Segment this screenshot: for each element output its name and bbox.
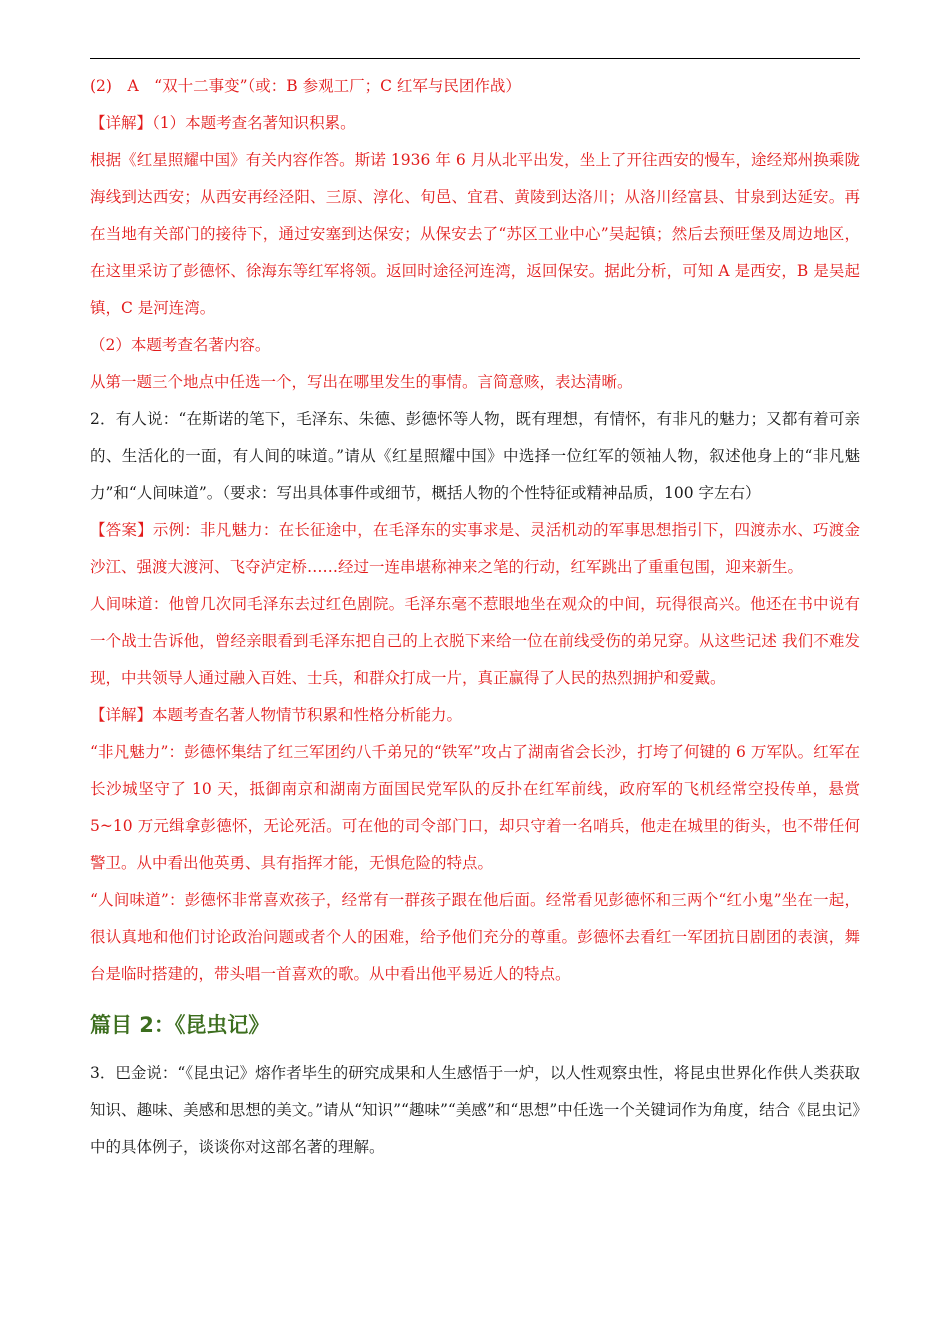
detail-2-tag: 【详解】	[90, 706, 153, 724]
detail-part2-text: 从第一题三个地点中任选一个，写出在哪里发生的事情。言简意赅，表达清晰。	[90, 373, 633, 391]
detail-2-paragraph	[90, 697, 860, 734]
answer-2-paragraph	[90, 512, 860, 586]
answer-tag: 【答案】	[90, 521, 153, 539]
answer-2-text: 示例：非凡魅力：在长征途中，在毛泽东的实事求是、灵活机动的军事思想指引下，四渡赤水、巧渡金沙江、强渡大渡河、飞夺泸定桥……经过一连串堪称神来之笔的行动，红军跳出了重重包围，迎来新生。	[90, 521, 860, 576]
answer-line: (2) A “双十二事变”（或：B 参观工厂；C 红军与民团作战）	[90, 77, 521, 95]
detail-2-intro: 本题考查名著人物情节积累和性格分析能力。	[152, 706, 463, 724]
answer-2-text-2: 人间味道：他曾几次同毛泽东去过红色剧院。毛泽东毫不惹眼地坐在观众的中间，玩得很高兴。他还在书中说有一个战士告诉他，曾经亲眼看到毛泽东把自己的上衣脱下来给一位在前线受伤的弟兄穿。从这些记述 我们不难发现，中共领导人通过融入百姓、士兵，和群众打成一片，真正赢得了人民的热烈拥护和爱戴。	[90, 595, 860, 687]
section-heading: 篇目 2：《昆虫记》	[90, 1013, 270, 1037]
detail-paragraph-1	[90, 105, 860, 142]
detail-2-human: “人间味道”：彭德怀非常喜欢孩子，经常有一群孩子跟在他后面。经常看见彭德怀和三两个“红小鬼”坐在一起，很认真地和他们讨论政治问题或者个人的困难，给予他们充分的尊重。彭德怀去看红一军团抗日剧团的表演，舞台是临时搭建的，带头唱一首喜欢的歌。从中看出他平易近人的特点。	[90, 891, 860, 983]
detail-part2-title: （2）本题考查名著内容。	[90, 336, 271, 354]
detail-part1-title: （1）本题考查名著知识积累。	[152, 114, 356, 132]
question-2: 2．有人说：“在斯诺的笔下，毛泽东、朱德、彭德怀等人物，既有理想，有情怀，有非凡的魅力；又都有着可亲的、生活化的一面，有人间的味道。”请从《红星照耀中国》中选择一位红军的领袖人物，叙述他身上的“非凡魅力”和“人间味道”。（要求：写出具体事件或细节，概括人物的个性特征或精神品质，100 字左右）	[90, 410, 860, 502]
detail-part1-text: 根据《红星照耀中国》有关内容作答。斯诺 1936 年 6 月从北平出发，坐上了开往西安的慢车，途经郑州换乘陇海线到达西安；从西安再经泾阳、三原、淳化、旬邑、宜君、黄陵到达洛川；从洛川经富县、甘泉到达延安。再在当地有关部门的接待下，通过安塞到达保安；从保安去了“苏区工业中心”吴起镇；然后去预旺堡及周边地区，在这里采访了彭德怀、徐海东等红军将领。返回时途径河连湾，返回保安。据此分析，可知 A 是西安，B 是吴起镇，C 是河连湾。	[90, 151, 860, 317]
detail-tag: 【详解】	[90, 114, 153, 132]
question-3: 3．巴金说：“《昆虫记》熔作者毕生的研究成果和人生感悟于一炉，以人性观察虫性，将昆虫世界化作供人类获取知识、趣味、美感和思想的美文。”请从“知识”“趣味”“美感”和“思想”中任选一个关键词作为角度，结合《昆虫记》中的具体例子，谈谈你对这部名著的理解。	[90, 1064, 860, 1156]
document-body	[90, 68, 860, 1166]
detail-2-charm: “非凡魅力”：彭德怀集结了红三军团约八千弟兄的“铁军”攻占了湖南省会长沙，打垮了何键的 6 万军队。红军在长沙城坚守了 10 天，抵御南京和湖南方面国民党军队的反扑在红军前线，政府军的飞机经常空投传单，悬赏 5~10 万元缉拿彭德怀，无论死活。可在他的司令部门口，却只守着一名哨兵，他走在城里的街头，也不带任何警卫。从中看出他英勇、具有指挥才能，无惧危险的特点。	[90, 743, 860, 872]
header-rule	[90, 58, 860, 59]
